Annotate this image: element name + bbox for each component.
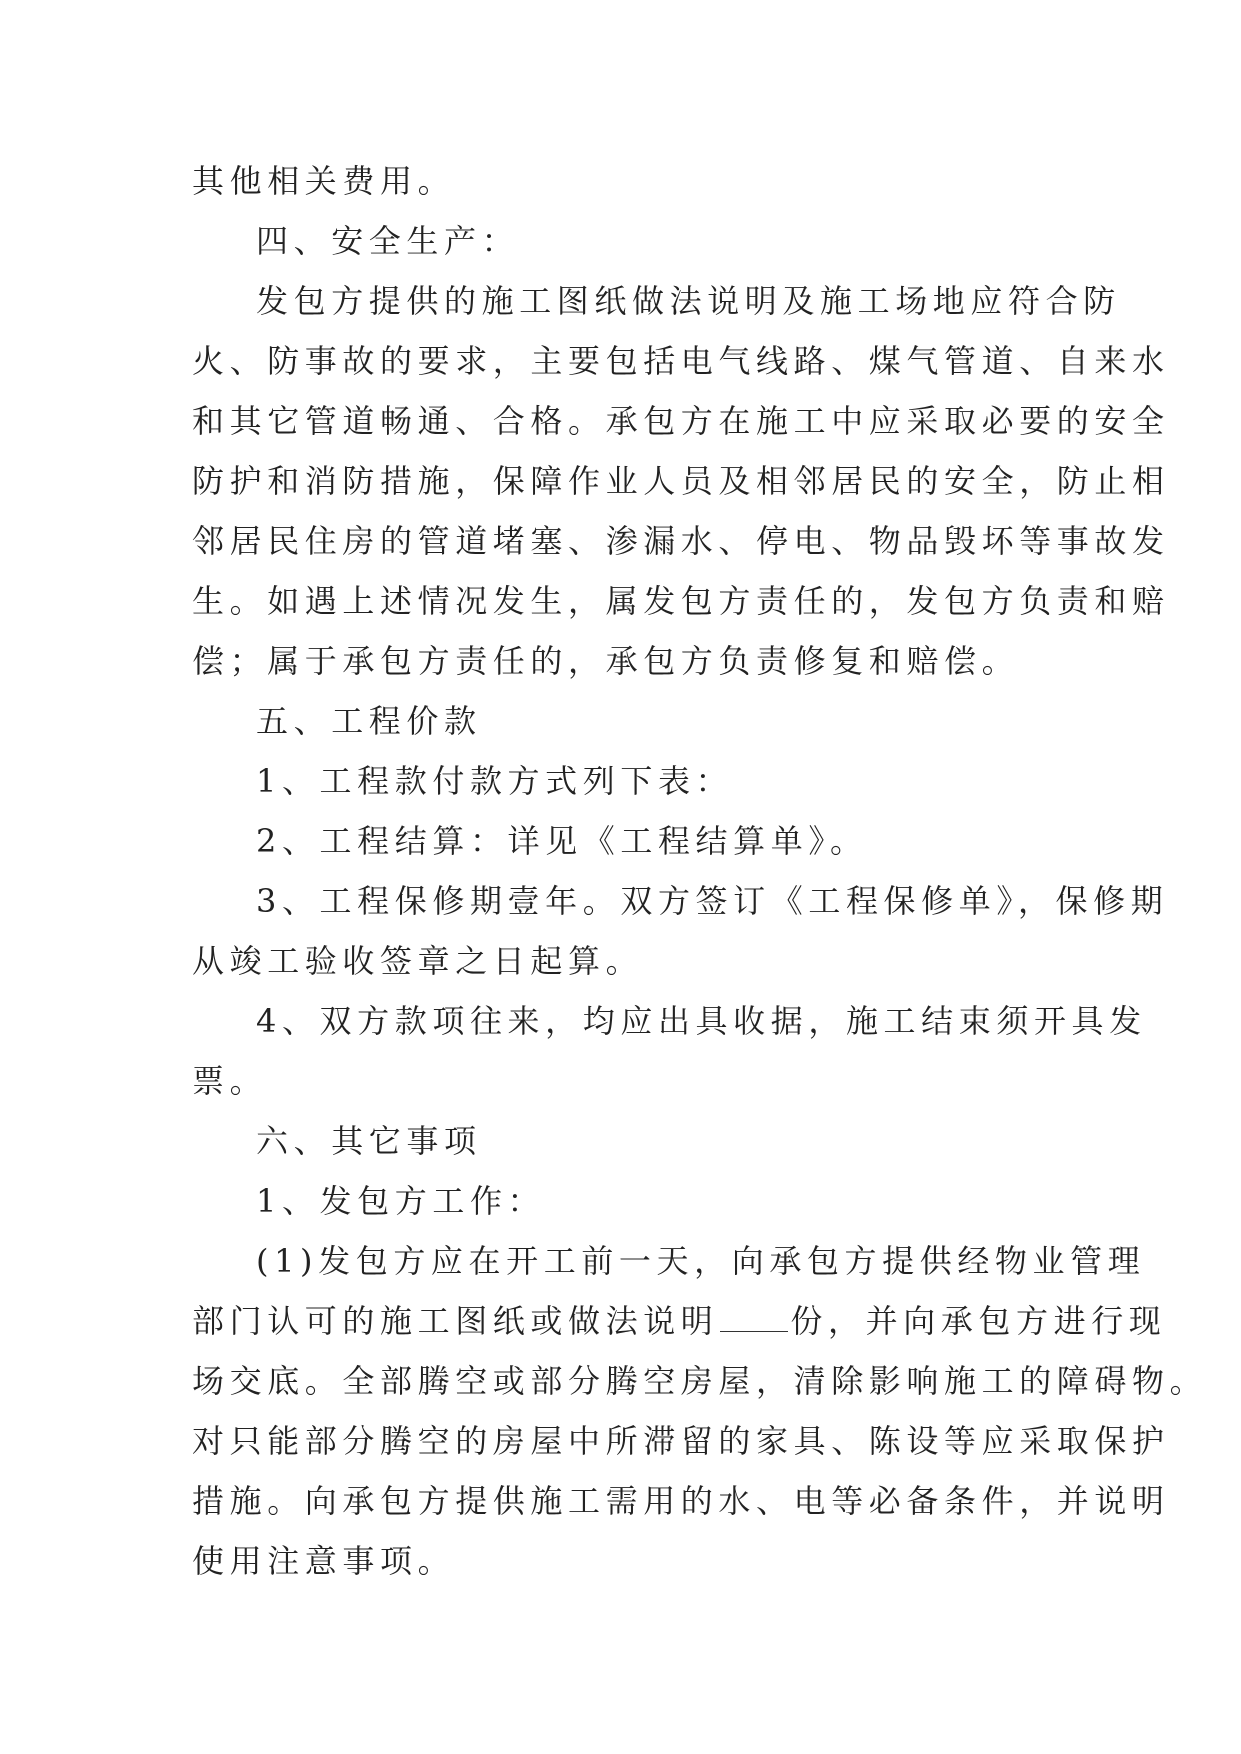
- paragraph-line: 场交底。全部腾空或部分腾空房屋，清除影响施工的障碍物。: [192, 1362, 1208, 1400]
- paragraph-line: 从竣工验收签章之日起算。: [192, 942, 644, 980]
- paragraph-line: 邻居民住房的管道堵塞、渗漏水、停电、物品毁坏等事故发: [192, 522, 1170, 560]
- paragraph-line: [192, 1291, 1167, 1351]
- section-heading: 六、其它事项: [256, 1122, 482, 1160]
- list-item: (1)发包方应在开工前一天，向承包方提供经物业管理: [256, 1242, 1146, 1280]
- paragraph-text: 部门认可的施工图纸或做法说明: [192, 1302, 719, 1340]
- paragraph-line: 火、防事故的要求，主要包括电气线路、煤气管道、自来水: [192, 342, 1170, 380]
- list-item: 2、工程结算：详见《工程结算单》。: [256, 822, 868, 860]
- section-heading: 四、安全生产：: [256, 222, 520, 260]
- paragraph-line: 措施。向承包方提供施工需用的水、电等必备条件，并说明: [192, 1482, 1170, 1520]
- paragraph-line: 发包方提供的施工图纸做法说明及施工场地应符合防: [256, 282, 1121, 320]
- list-item: 1、工程款付款方式列下表：: [256, 762, 734, 800]
- paragraph-line: 防护和消防措施，保障作业人员及相邻居民的安全，防止相: [192, 462, 1170, 500]
- paragraph-line: 票。: [192, 1062, 268, 1100]
- paragraph-line: 使用注意事项。: [192, 1542, 456, 1580]
- section-heading: 五、工程价款: [256, 702, 482, 740]
- paragraph-line: 对只能部分腾空的房屋中所滞留的家具、陈设等应采取保护: [192, 1422, 1170, 1460]
- list-item: 3、工程保修期壹年。双方签订《工程保修单》，保修期: [256, 882, 1169, 920]
- list-item: 1、发包方工作：: [256, 1182, 546, 1220]
- paragraph-text: 份，并向承包方进行现: [790, 1302, 1167, 1340]
- paragraph-line: 偿；属于承包方责任的，承包方负责修复和赔偿。: [192, 642, 1020, 680]
- text-line: 其他相关费用。: [192, 162, 456, 200]
- list-item: 4、双方款项往来，均应出具收据，施工结束须开具发: [256, 1002, 1147, 1040]
- paragraph-line: 生。如遇上述情况发生，属发包方责任的，发包方负责和赔: [192, 582, 1170, 620]
- paragraph-line: 和其它管道畅通、合格。承包方在施工中应采取必要的安全: [192, 402, 1170, 440]
- fill-in-blank: [720, 1305, 788, 1332]
